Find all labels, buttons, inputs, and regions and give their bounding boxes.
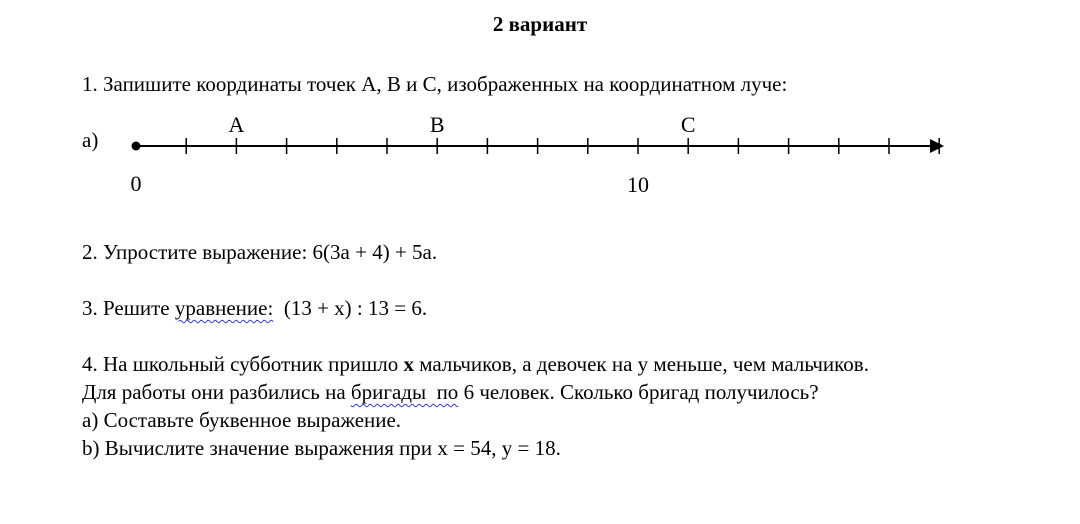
task4-line1-a: 4. На школьный субботник пришло — [82, 352, 404, 376]
task4-var-x: x — [403, 352, 415, 376]
task1-sub-a: а) — [82, 128, 99, 152]
task4-line2-a: Для работы они разбились на — [82, 380, 351, 404]
ray-point-c-label: C — [680, 112, 696, 137]
task4-line2 — [82, 380, 819, 404]
task3-line — [82, 296, 427, 320]
task3-equation: (13 + x) : 13 = 6. — [273, 296, 428, 320]
task3-spellcheck-word: уравнение: — [174, 296, 274, 320]
task4-line2-b: 6 человек. Сколько бригад получилось? — [458, 380, 819, 404]
task4-line1 — [82, 352, 869, 376]
task2-text: 2. Упростите выражение: 6(3a + 4) + 5a. — [82, 240, 438, 264]
task1-text: 1. Запишите координаты точек A, B и C, изображенных на координатном луче: — [82, 72, 788, 96]
task4-spellcheck-word: бригады по — [350, 380, 459, 404]
ray-point-a-label: A — [228, 112, 245, 137]
ray-ten-label: 10 — [627, 172, 649, 197]
ray-point-b-label: B — [429, 112, 445, 137]
ray-origin-dot — [132, 142, 141, 151]
task4-item-a: а) Составьте буквенное выражение. — [82, 408, 402, 432]
ray-origin-label: 0 — [130, 171, 142, 196]
task4-item-b: b) Вычислите значение выражения при x = 54, y = 18. — [82, 436, 561, 460]
task3-prefix: 3. Решите — [82, 296, 175, 320]
task4-line1-b: мальчиков, а девочек на y меньше, чем мальчиков. — [414, 352, 869, 376]
ray-arrowhead — [930, 139, 944, 153]
page-title: 2 вариант — [492, 12, 588, 36]
